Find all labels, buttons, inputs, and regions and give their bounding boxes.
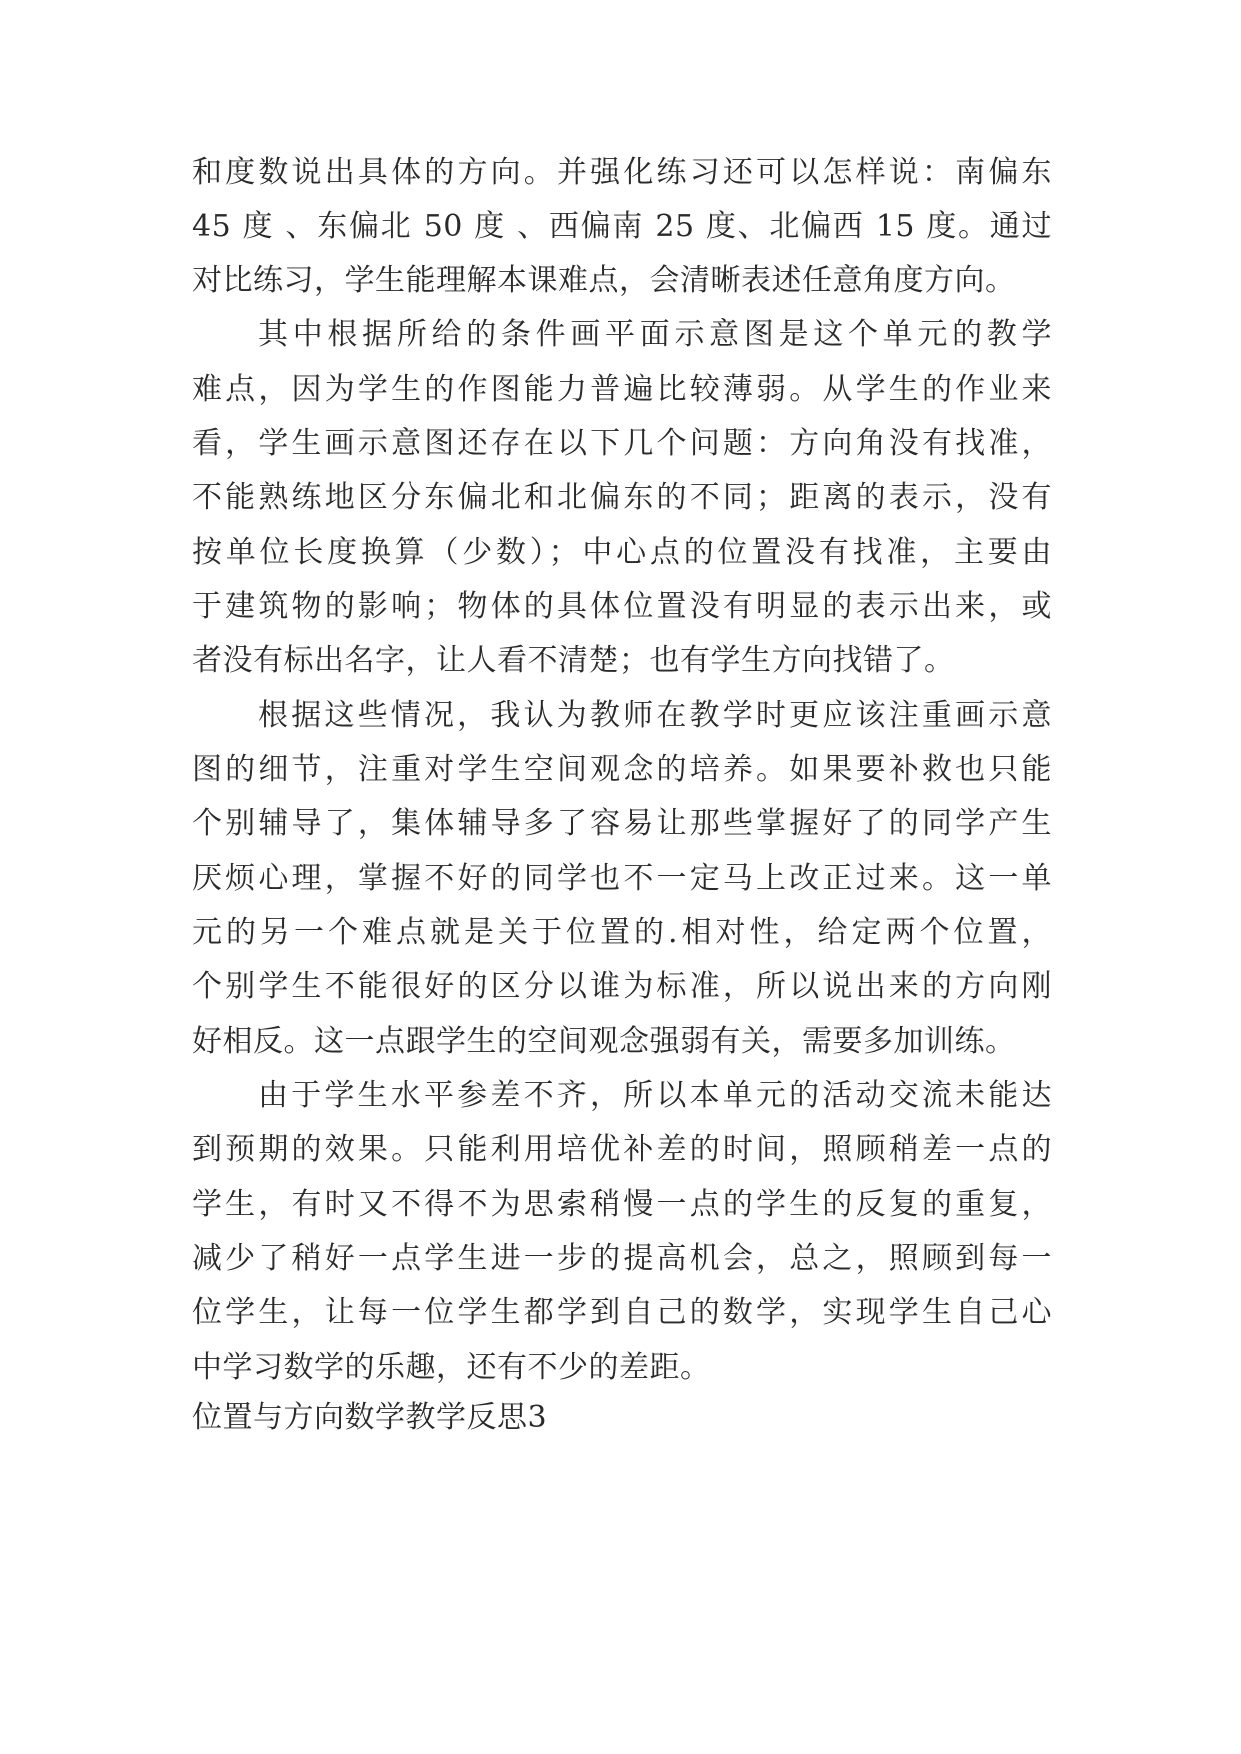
- paragraph-line: 其中根据所给的条件画平面示意图是这个单元的教学: [258, 317, 1052, 352]
- paragraph-line: 者没有标出名字，让人看不清楚；也有学生方向找错了。: [192, 643, 955, 678]
- paragraph-line: 厌烦心理，掌握不好的同学也不一定马上改正过来。这一单: [192, 861, 1052, 896]
- paragraph-line: 中学习数学的乐趣，还有不少的差距。: [192, 1350, 711, 1385]
- section-heading: 位置与方向数学教学反思3: [192, 1400, 548, 1435]
- paragraph-line: 减少了稍好一点学生进一步的提高机会，总之，照顾到每一: [192, 1241, 1052, 1276]
- paragraph-line: 看，学生画示意图还存在以下几个问题：方向角没有找准，: [192, 426, 1052, 461]
- paragraph-line: 和度数说出具体的方向。并强化练习还可以怎样说：南偏东: [192, 155, 1052, 190]
- paragraph-line: 不能熟练地区分东偏北和北偏东的不同；距离的表示，没有: [192, 480, 1052, 515]
- paragraph-line: 对比练习，学生能理解本课难点，会清晰表述任意角度方向。: [192, 263, 1016, 298]
- paragraph-line: 由于学生水平参差不齐，所以本单元的活动交流未能达: [258, 1078, 1052, 1113]
- paragraph-line: 45 度 、东偏北 50 度 、西偏南 25 度、北偏西 15 度。通过: [192, 209, 1052, 244]
- paragraph-line: 个别学生不能很好的区分以谁为标准，所以说出来的方向刚: [192, 969, 1052, 1004]
- paragraph-line: 学生，有时又不得不为思索稍慢一点的学生的反复的重复，: [192, 1187, 1052, 1222]
- paragraph-line: 位学生，让每一位学生都学到自己的数学，实现学生自己心: [192, 1295, 1052, 1330]
- paragraph-line: 到预期的效果。只能利用培优补差的时间，照顾稍差一点的: [192, 1132, 1052, 1167]
- paragraph-line: 根据这些情况，我认为教师在教学时更应该注重画示意: [258, 698, 1052, 733]
- paragraph-line: 图的细节，注重对学生空间观念的培养。如果要补救也只能: [192, 752, 1052, 787]
- paragraph-line: 难点，因为学生的作图能力普遍比较薄弱。从学生的作业来: [192, 372, 1052, 407]
- paragraph-line: 元的另一个难点就是关于位置的.相对性，给定两个位置，: [192, 915, 1052, 950]
- paragraph-line: 于建筑物的影响；物体的具体位置没有明显的表示出来，或: [192, 589, 1052, 624]
- paragraph-line: 按单位长度换算（少数）；中心点的位置没有找准，主要由: [192, 535, 1052, 570]
- paragraph-line: 好相反。这一点跟学生的空间观念强弱有关，需要多加训练。: [192, 1024, 1016, 1059]
- paragraph-line: 个别辅导了，集体辅导多了容易让那些掌握好了的同学产生: [192, 806, 1052, 841]
